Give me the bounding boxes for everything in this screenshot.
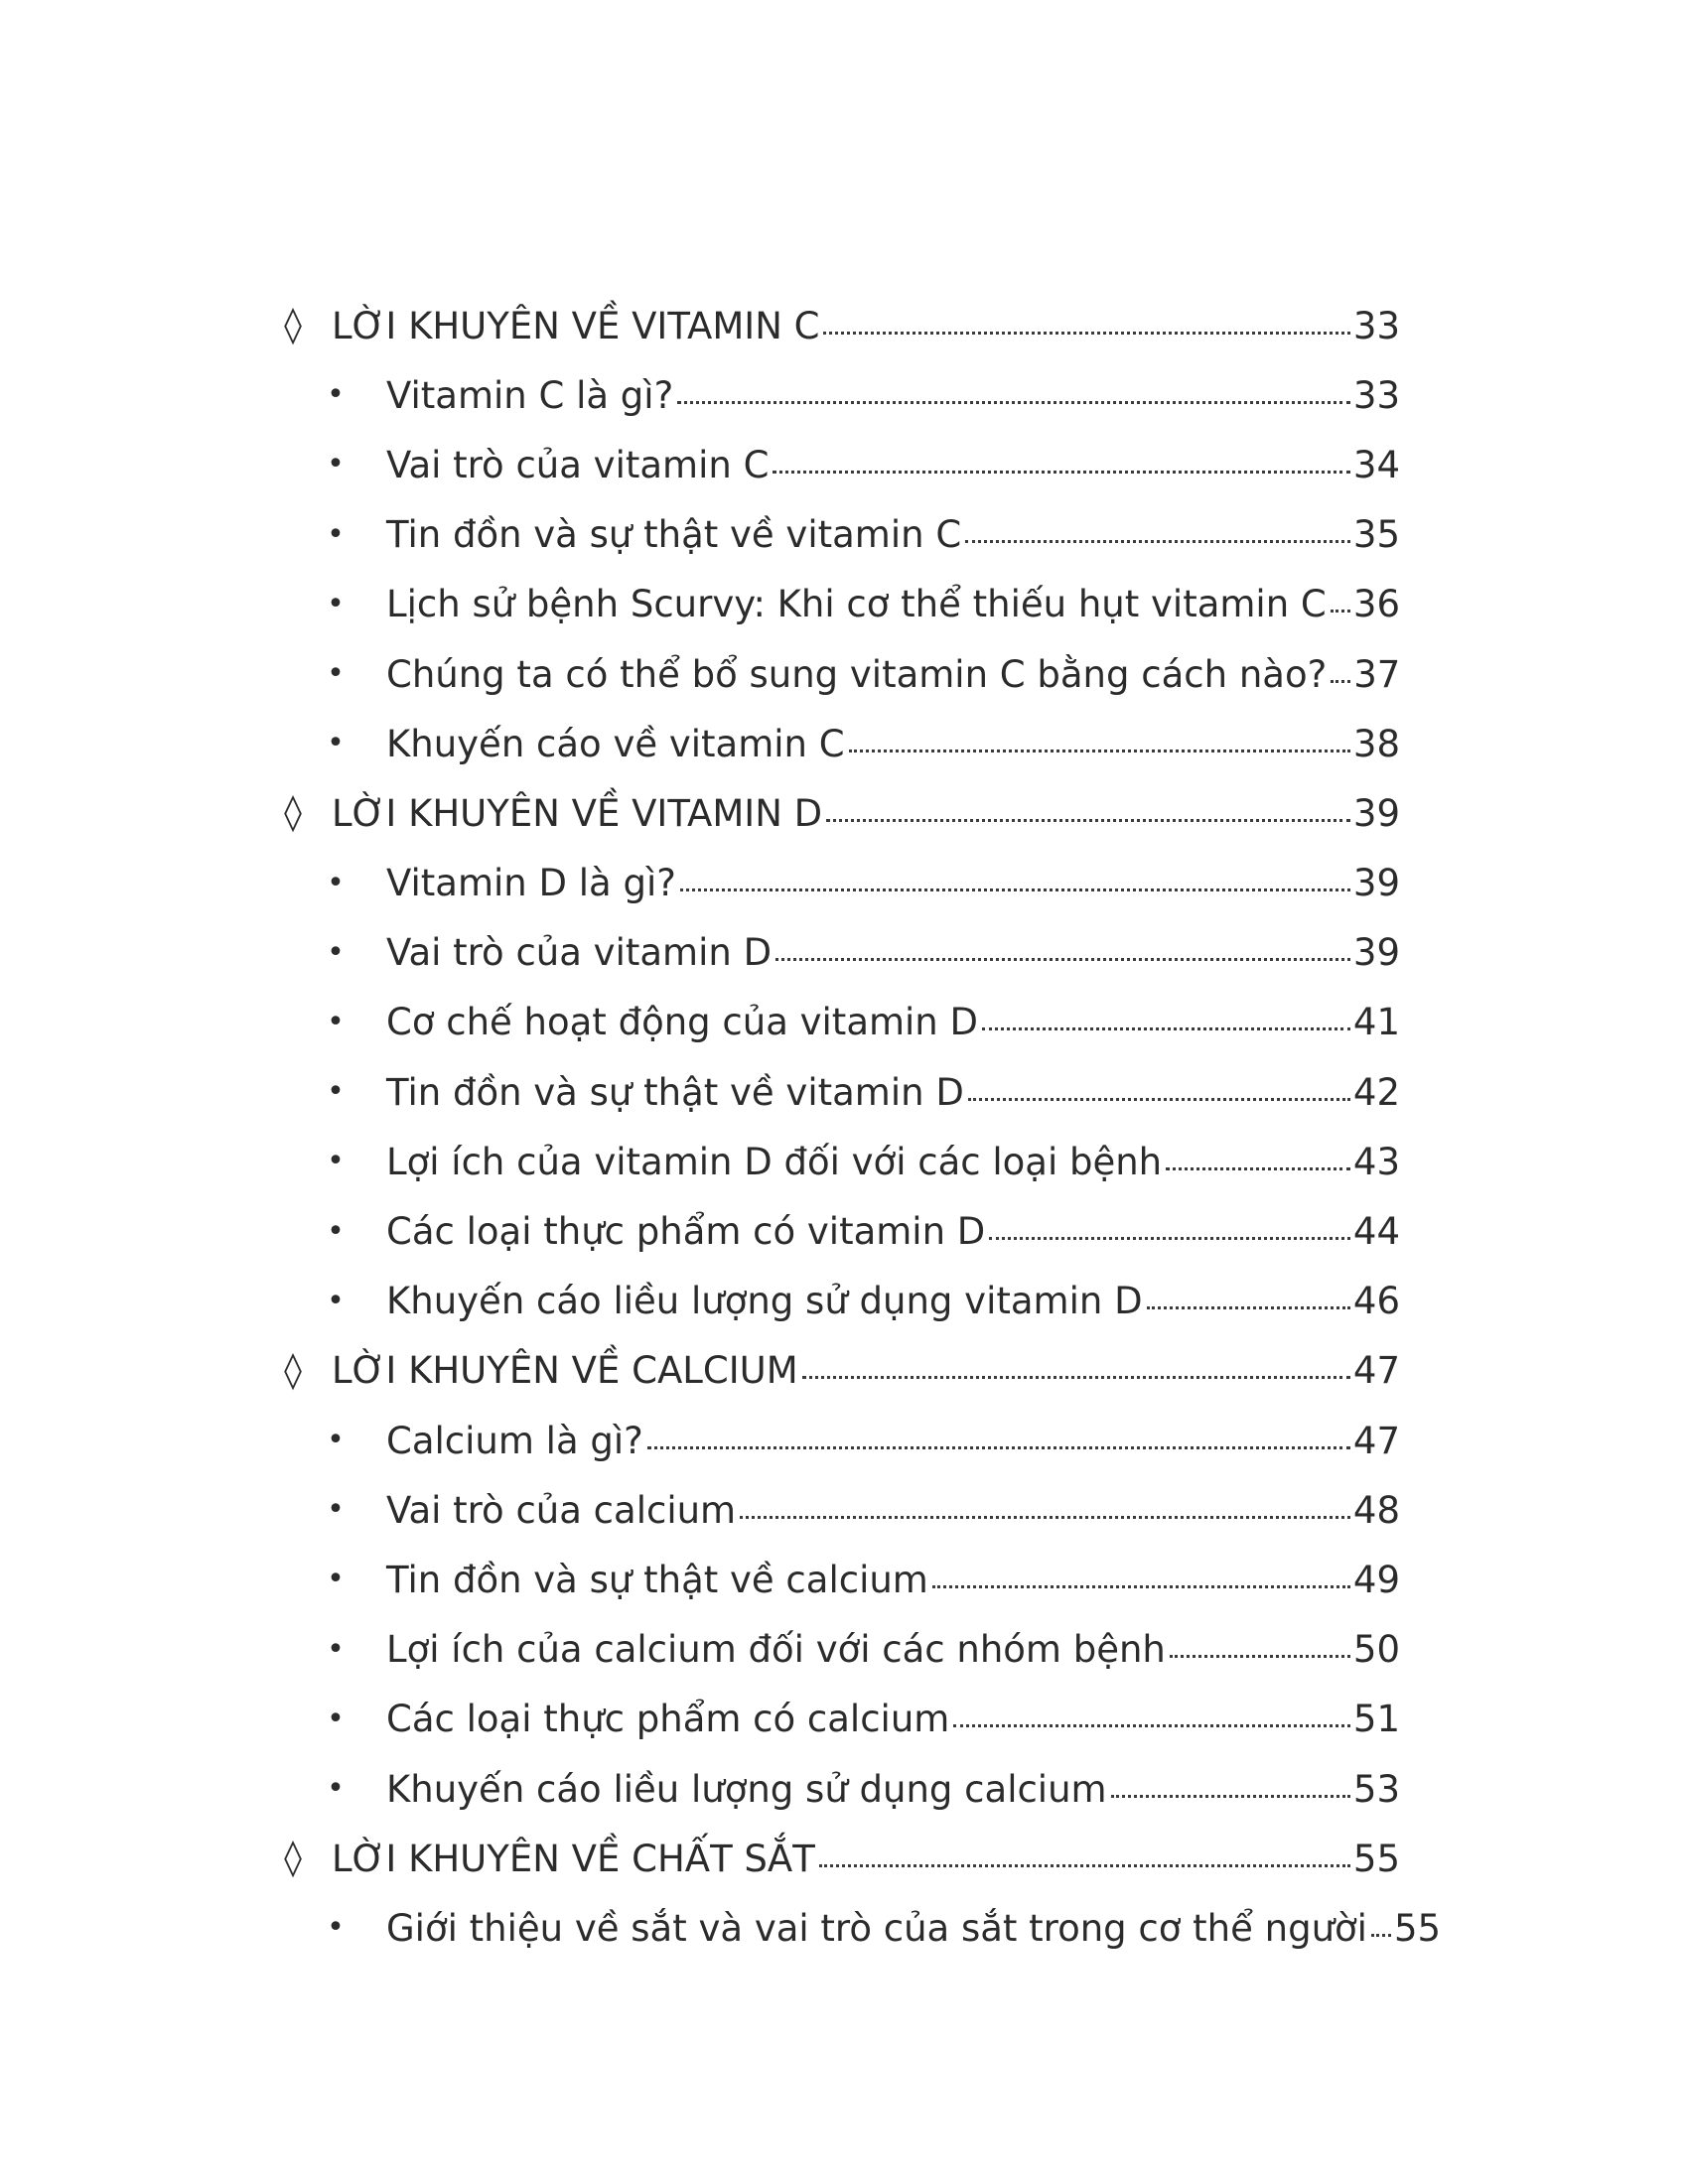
toc-item[interactable] [0, 1615, 1688, 1685]
toc-item-title: Cơ chế hoạt động của vitamin D [386, 1001, 979, 1044]
diamond-icon: ◊ [284, 792, 302, 834]
dot-leader [1111, 1795, 1350, 1798]
toc-item-title: Khuyến cáo liều lượng sử dụng vitamin D [386, 1280, 1143, 1323]
toc-section-title: LỜI KHUYÊN VỀ VITAMIN D [332, 791, 823, 835]
toc-section-page-number: 55 [1352, 1837, 1400, 1880]
toc-item-line [386, 443, 1400, 486]
toc-item-line [386, 1140, 1400, 1183]
dot-leader [953, 1724, 1350, 1727]
toc-item-title: Vai trò của vitamin D [386, 931, 773, 975]
toc-item[interactable] [0, 430, 1688, 499]
diamond-icon: ◊ [284, 305, 302, 346]
bullet-icon: • [327, 377, 345, 413]
toc-item-title: Vai trò của calcium [386, 1488, 737, 1532]
toc-item[interactable] [0, 988, 1688, 1057]
toc-item[interactable] [0, 849, 1688, 918]
toc-item-line [386, 1628, 1400, 1672]
dot-leader [982, 1027, 1350, 1030]
toc-item[interactable] [0, 360, 1688, 430]
dot-leader [826, 819, 1350, 822]
toc-item-page-number: 43 [1352, 1140, 1400, 1183]
toc-item[interactable] [0, 918, 1688, 988]
bullet-icon: • [327, 1004, 345, 1039]
bullet-icon: • [327, 1562, 345, 1597]
diamond-icon: ◊ [284, 1349, 302, 1391]
toc-item-line [386, 1280, 1400, 1323]
dot-leader [740, 1516, 1350, 1519]
toc-item-line [386, 1001, 1400, 1044]
toc-section[interactable] [0, 1824, 1688, 1893]
toc-item-line [386, 1210, 1400, 1254]
toc-item-page-number: 33 [1352, 373, 1400, 417]
toc-item-page-number: 38 [1352, 722, 1400, 765]
toc-item[interactable] [0, 1475, 1688, 1545]
toc-item-line [386, 1070, 1400, 1114]
toc-item-page-number: 39 [1352, 862, 1400, 905]
toc-section-page-number: 39 [1352, 791, 1400, 835]
toc-item-line [386, 652, 1401, 696]
toc-item-title: Lợi ích của vitamin D đối với các loại bệnh [386, 1140, 1163, 1183]
toc-item-title: Các loại thực phẩm có calcium [386, 1698, 950, 1741]
toc-item-title: Giới thiệu về sắt và vai trò của sắt trong cơ thể người [386, 1906, 1367, 1950]
toc-item-title: Calcium là gì? [386, 1419, 643, 1462]
toc-item-line [386, 931, 1400, 975]
toc-item[interactable] [0, 1267, 1688, 1336]
bullet-icon: • [327, 1283, 345, 1318]
toc-item-line [386, 1488, 1400, 1532]
toc-item[interactable] [0, 1893, 1688, 1963]
bullet-icon: • [327, 656, 345, 692]
dot-leader [775, 958, 1350, 961]
toc-item[interactable] [0, 1754, 1688, 1824]
bullet-icon: • [327, 1074, 345, 1110]
dot-leader [1371, 1934, 1391, 1937]
toc-item-page-number: 36 [1352, 583, 1400, 626]
dot-leader [1331, 680, 1350, 683]
toc-item-page-number: 48 [1352, 1488, 1400, 1532]
toc-section-title: LỜI KHUYÊN VỀ CALCIUM [332, 1349, 798, 1393]
toc-item-line [386, 1698, 1400, 1741]
dot-leader [932, 1585, 1350, 1588]
toc-item-page-number: 51 [1352, 1698, 1400, 1741]
diamond-icon: ◊ [284, 1838, 302, 1879]
toc-item-page-number: 46 [1352, 1280, 1400, 1323]
toc-item-title: Chúng ta có thể bổ sung vitamin C bằng cách nào? [386, 652, 1328, 696]
bullet-icon: • [327, 726, 345, 761]
toc-item[interactable] [0, 500, 1688, 570]
toc-item-line [386, 1419, 1400, 1462]
toc-item-line [386, 1906, 1442, 1950]
bullet-icon: • [327, 1701, 345, 1736]
toc-item-line [386, 583, 1400, 626]
bullet-icon: • [327, 865, 345, 900]
dot-leader [1166, 1167, 1350, 1170]
toc-section-line [332, 304, 1400, 347]
toc-item[interactable] [0, 1685, 1688, 1754]
toc-section-line [332, 791, 1400, 835]
bullet-icon: • [327, 586, 345, 621]
dot-leader [965, 540, 1350, 543]
bullet-icon: • [327, 516, 345, 552]
toc-section-page-number: 33 [1352, 304, 1400, 347]
dot-leader [819, 1864, 1350, 1867]
dot-leader [647, 1446, 1350, 1449]
dot-leader [989, 1237, 1350, 1240]
dot-leader [1170, 1655, 1350, 1658]
bullet-icon: • [327, 1423, 345, 1458]
toc-item[interactable] [0, 1545, 1688, 1614]
toc-item-line [386, 373, 1400, 417]
toc-section[interactable] [0, 1336, 1688, 1406]
bullet-icon: • [327, 1771, 345, 1807]
toc-item-page-number: 55 [1393, 1906, 1442, 1950]
toc-item-page-number: 42 [1352, 1070, 1400, 1114]
toc-section-title: LỜI KHUYÊN VỀ CHẤT SẮT [332, 1837, 815, 1880]
dot-leader [802, 1376, 1350, 1379]
toc-item-title: Các loại thực phẩm có vitamin D [386, 1210, 986, 1254]
toc-item-page-number: 44 [1352, 1210, 1400, 1254]
toc-item-page-number: 34 [1352, 443, 1400, 486]
toc-section-title: LỜI KHUYÊN VỀ VITAMIN C [332, 304, 820, 347]
toc-item-title: Tin đồn và sự thật về vitamin D [386, 1070, 964, 1114]
toc-item-line [386, 722, 1400, 765]
bullet-icon: • [327, 1144, 345, 1179]
toc-section-page-number: 47 [1352, 1349, 1400, 1393]
toc-item-line [386, 513, 1400, 557]
toc-item-line [386, 1767, 1400, 1811]
dot-leader [773, 471, 1349, 474]
toc-item-line [386, 1558, 1400, 1601]
toc-section[interactable] [0, 291, 1688, 360]
bullet-icon: • [327, 1492, 345, 1528]
toc-item[interactable] [0, 1057, 1688, 1127]
toc-item-page-number: 49 [1352, 1558, 1400, 1601]
toc-item-page-number: 53 [1352, 1767, 1400, 1811]
toc-section[interactable] [0, 778, 1688, 848]
dot-leader [677, 401, 1350, 404]
toc-item[interactable] [0, 1406, 1688, 1475]
bullet-icon: • [327, 1213, 345, 1249]
toc-item-page-number: 41 [1352, 1001, 1400, 1044]
toc-section-line [332, 1837, 1400, 1880]
toc-item-title: Khuyến cáo liều lượng sử dụng calcium [386, 1767, 1107, 1811]
dot-leader [849, 750, 1350, 752]
toc-item-title: Lợi ích của calcium đối với các nhóm bệnh [386, 1628, 1166, 1672]
toc-item-title: Tin đồn và sự thật về calcium [386, 1558, 928, 1601]
toc-item-page-number: 39 [1352, 931, 1400, 975]
toc-item-title: Vitamin C là gì? [386, 373, 674, 417]
dot-leader [968, 1098, 1350, 1101]
toc-item[interactable] [0, 570, 1688, 639]
bullet-icon: • [327, 1910, 345, 1946]
toc-item[interactable] [0, 709, 1688, 778]
toc-item-title: Tin đồn và sự thật về vitamin C [386, 513, 962, 557]
dot-leader [1331, 610, 1350, 613]
bullet-icon: • [327, 934, 345, 970]
toc-item-title: Khuyến cáo về vitamin C [386, 722, 845, 765]
toc-section-line [332, 1349, 1400, 1393]
bullet-icon: • [327, 447, 345, 482]
toc-item-title: Lịch sử bệnh Scurvy: Khi cơ thể thiếu hụt vitamin C [386, 583, 1327, 626]
toc-item-page-number: 47 [1352, 1419, 1400, 1462]
toc-item[interactable] [0, 639, 1688, 709]
toc-item[interactable] [0, 1196, 1688, 1266]
toc-item-line [386, 862, 1400, 905]
dot-leader [1147, 1306, 1350, 1309]
toc-item[interactable] [0, 1127, 1688, 1196]
toc-item-page-number: 35 [1352, 513, 1400, 557]
dot-leader [680, 888, 1350, 891]
table-of-contents [0, 291, 1688, 1964]
toc-item-title: Vitamin D là gì? [386, 862, 676, 905]
toc-item-title: Vai trò của vitamin C [386, 443, 770, 486]
dot-leader [823, 332, 1349, 335]
bullet-icon: • [327, 1631, 345, 1667]
toc-item-page-number: 50 [1352, 1628, 1400, 1672]
toc-item-page-number: 37 [1353, 652, 1401, 696]
